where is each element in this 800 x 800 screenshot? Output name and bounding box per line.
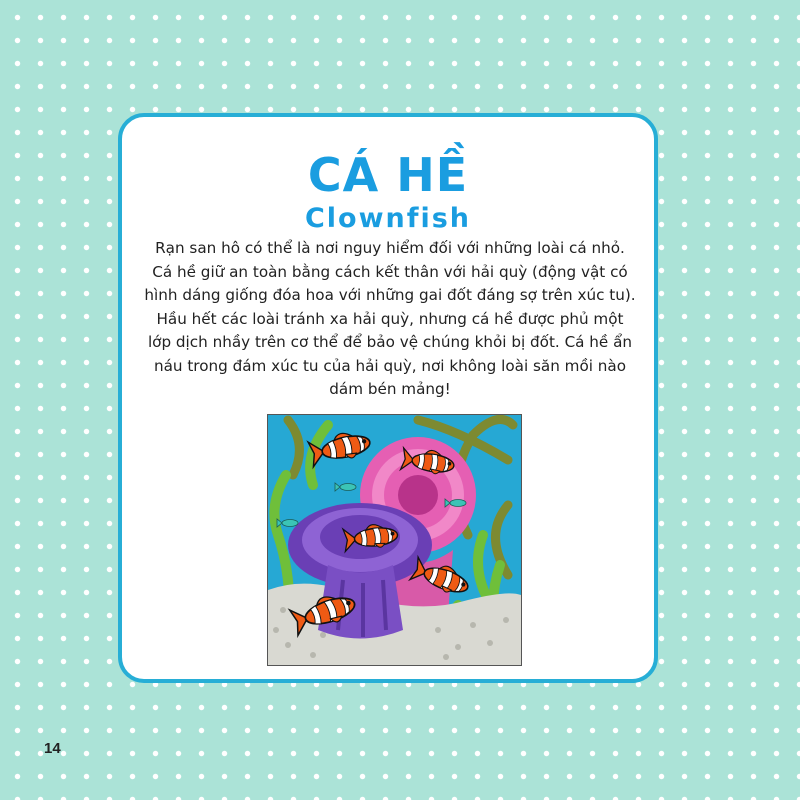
clownfish-illustration <box>267 414 522 666</box>
body-paragraph: Rạn san hô có thể là nơi nguy hiểm đối với những loài cá nhỏ. Cá hề giữ an toàn bằng cách kết thân với hải quỳ (động vật có hình dáng giống đóa hoa với những gai đốt đáng sợ trên xúc tu). Hầu hết các loài tránh xa hải quỳ, nhưng cá hề được phủ một lớp dịch nhầy trên cơ thể để bảo vệ chúng khỏi bị đốt. Cá hề ẩn náu trong đám xúc tu của hải quỳ, nơi không loài săn mồi nào dám bén mảng! <box>144 239 636 398</box>
page-number: 14 <box>44 740 61 757</box>
content-card <box>118 113 658 683</box>
page-title: CÁ HỀ <box>307 148 469 202</box>
page-subtitle: Clownfish <box>304 203 472 234</box>
